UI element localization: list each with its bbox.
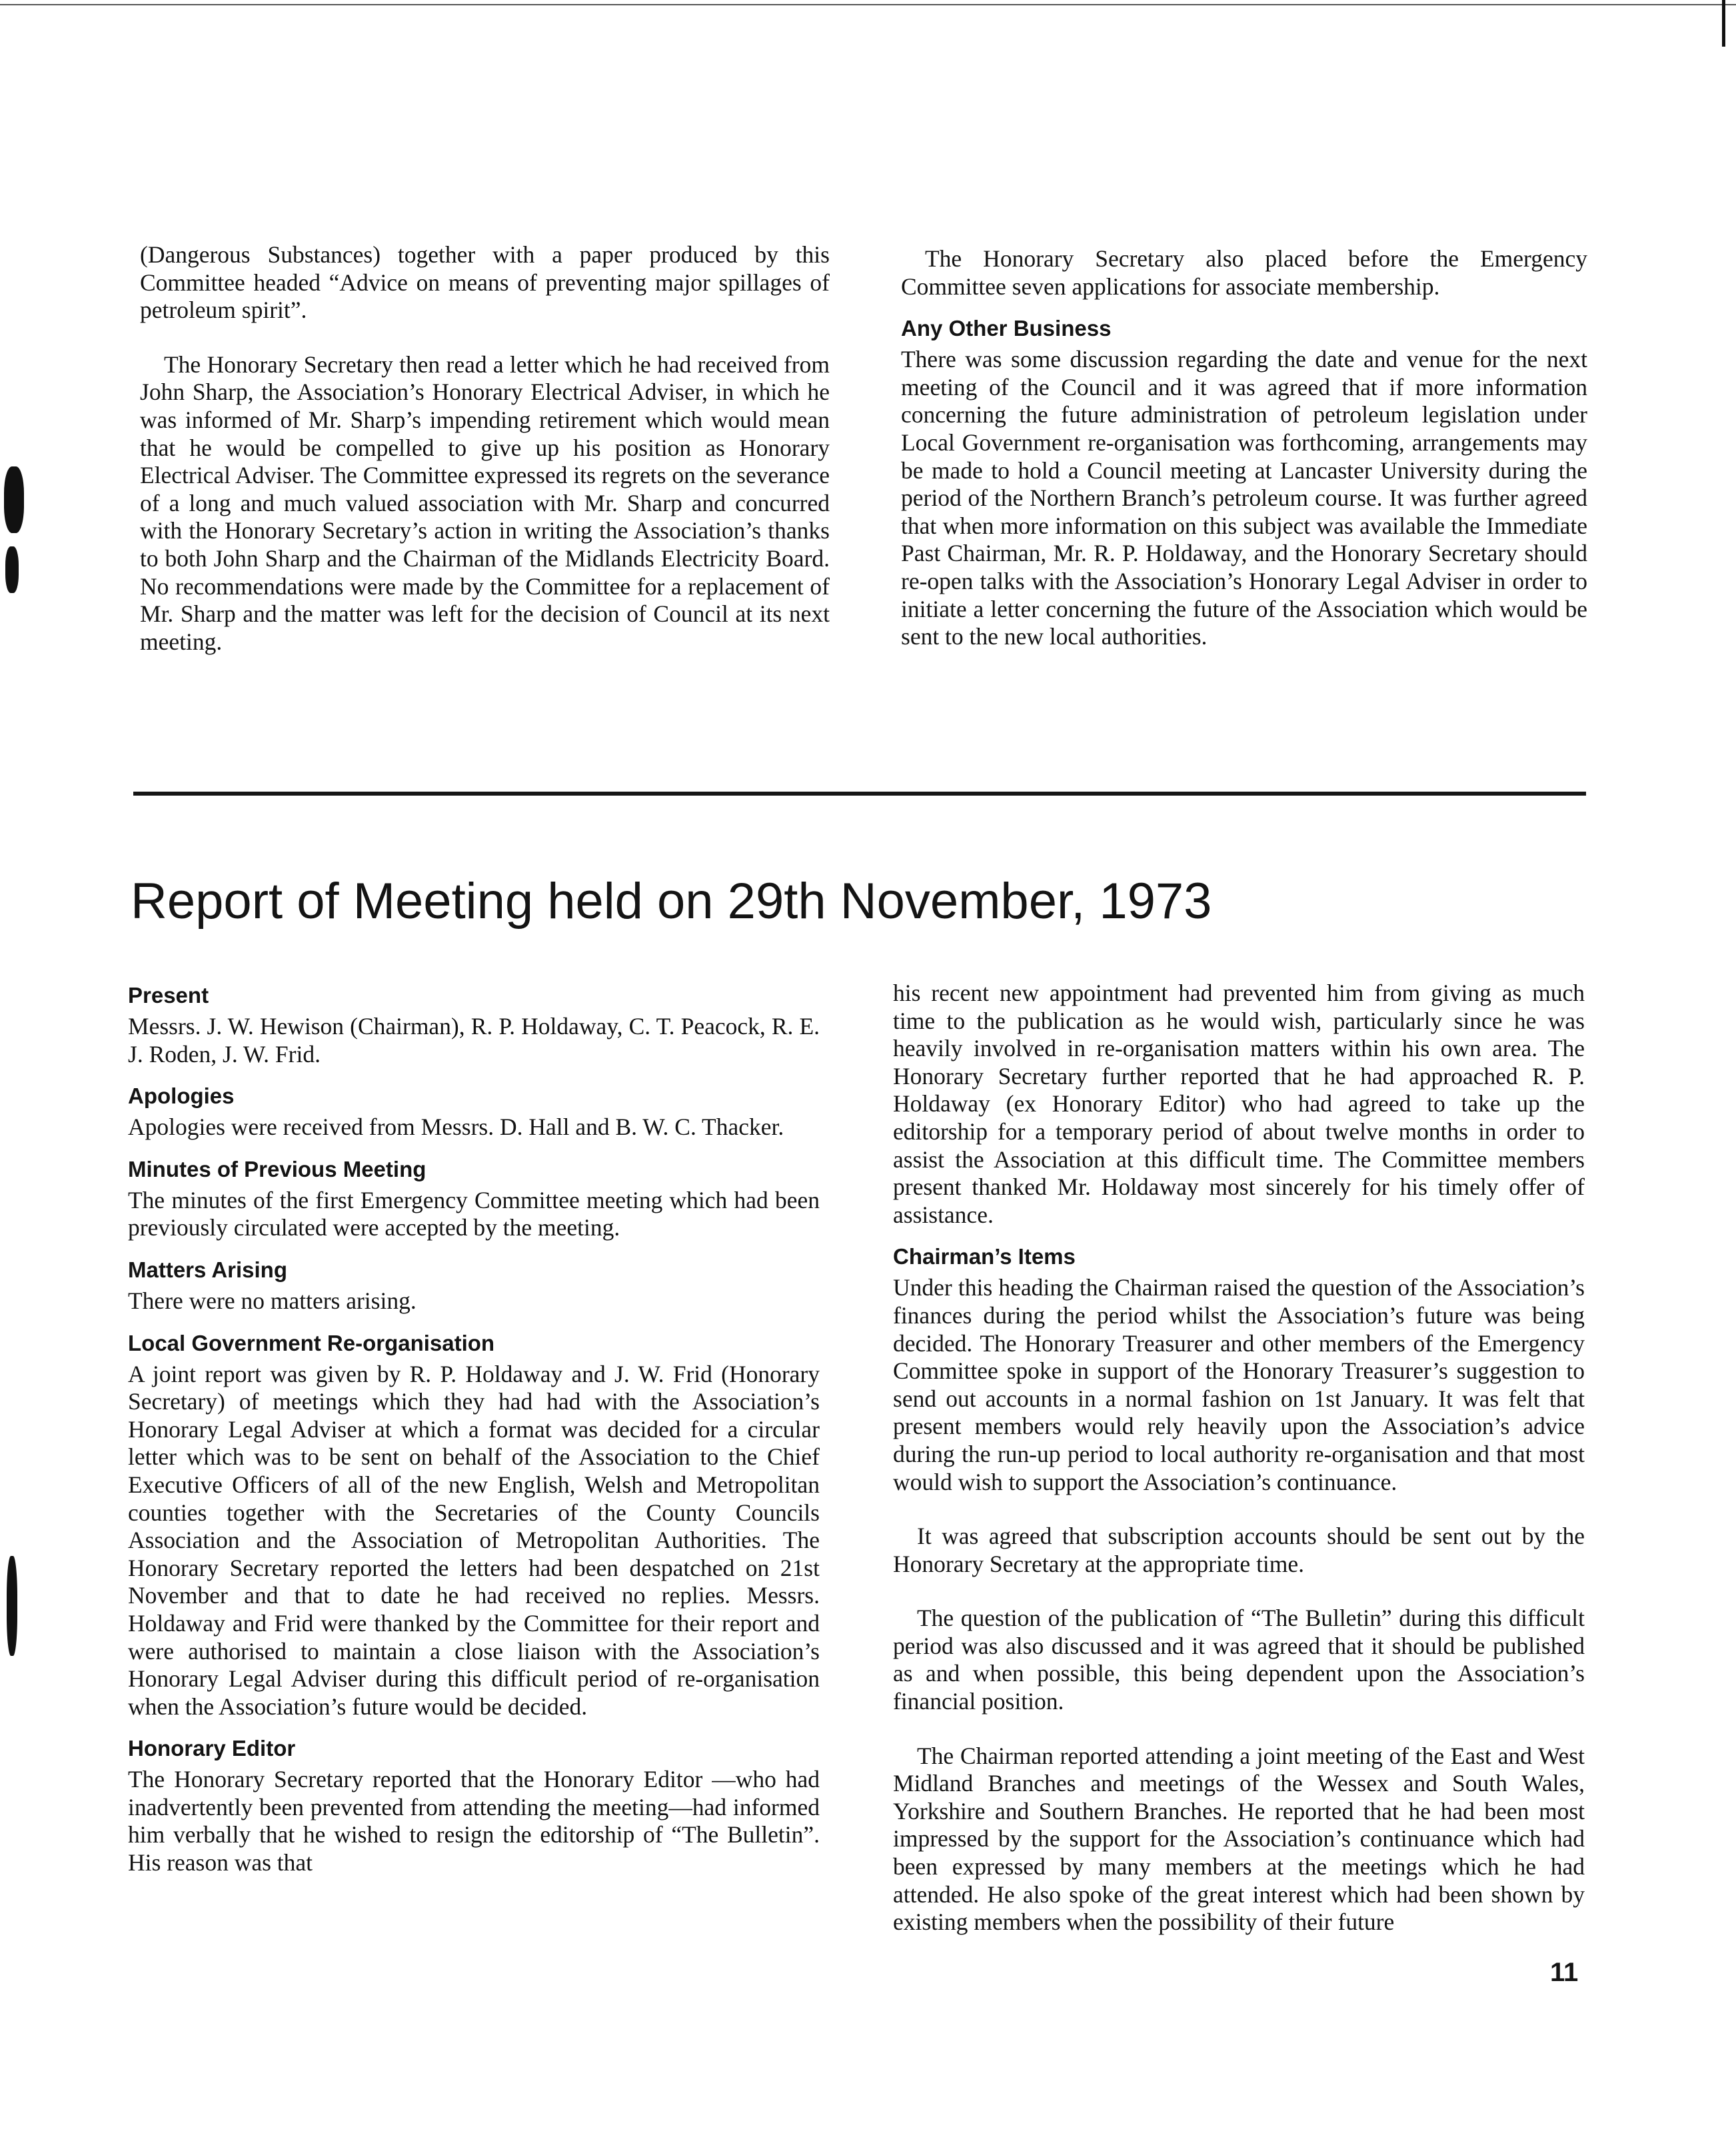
report-left-column: [128, 972, 820, 1877]
report-right-column: [893, 980, 1585, 1936]
apologies-text: Apologies were received from Messrs. D. Hall and B. W. C. Thacker.: [128, 1113, 784, 1141]
apologies-heading: Apologies: [128, 1083, 235, 1109]
any-other-business-heading: Any Other Business: [901, 316, 1112, 341]
bulletin-paragraph: The question of the publication of “The Bulletin” during this difficult period was also discussed and it was agreed that it should be published as and when possible, this being dependent upon the Association’s financial position.: [893, 1605, 1585, 1715]
minutes-text: The minutes of the first Emergency Committee meeting which had been previously circulated were accepted by the meeting.: [128, 1186, 820, 1241]
scan-top-edge-line: [0, 4, 1736, 5]
chairmans-items-text: Under this heading the Chairman raised the question of the Association’s finances during the period whilst the Association’s future was being decided. The Honorary Treasurer and other members of the Emergency Committee spoke in support of the Honorary Treasurer’s suggestion to send out accounts in a normal fashion on 1st January. It was felt that present members would rely heavily upon the Association’s advice during the run-up period to local authority re-organisation and that most would wish to support the Association’s continuance.: [893, 1274, 1585, 1495]
present-text: Messrs. J. W. Hewison (Chairman), R. P. Holdaway, C. T. Peacock, R. E. J. Roden, J. W. Frid.: [128, 1013, 820, 1068]
present-heading: Present: [128, 983, 209, 1008]
top-right-column: [901, 245, 1587, 651]
local-government-heading: Local Government Re-organisation: [128, 1330, 495, 1355]
scan-mark-left-lower: [7, 1556, 17, 1656]
honorary-editor-text: The Honorary Secretary reported that the Honorary Editor —who had inadvertently been prevented from attending the meeting—had informed him verbally that he wished to resign the editorship of “The Bulletin”. His reason was that: [128, 1766, 820, 1876]
branch-meetings-paragraph: The Chairman reported attending a joint meeting of the East and West Midland Branches and meetings of the Wessex and South Wales, Yorkshire and Southern Branches. He reported that he had been most impressed by the support for the Association’s continuance which had been expressed by many members at the meetings which he had attended. He also spoke of the great interest which had been shown by existing members when the possibility of their future: [893, 1742, 1585, 1936]
section-divider-rule: [133, 792, 1586, 796]
top-left-column: [140, 241, 830, 656]
top-right-intro: The Honorary Secretary also placed before the Emergency Committee seven applications for associate membership.: [901, 245, 1587, 300]
subscription-paragraph: It was agreed that subscription accounts should be sent out by the Honorary Secretary at the appropriate time.: [893, 1523, 1585, 1577]
scan-mark-left-upper-2: [5, 546, 19, 593]
report-title: Report of Meeting held on 29th November, 1973: [131, 873, 1212, 930]
matters-arising-heading: Matters Arising: [128, 1257, 287, 1282]
scan-mark-left-upper: [4, 466, 24, 533]
top-left-paragraph-2: The Honorary Secretary then read a letter which he had received from John Sharp, the Association’s Honorary Electrical Adviser, in which he was informed of Mr. Sharp’s impending retirement which would mean that he would be compelled to give up his position as Honorary Electrical Adviser. The Committee expressed its regrets on the severance of a long and much valued association with Mr. Sharp and concurred with the Honorary Secretary’s action in writing the Association’s thanks to both John Sharp and the Chairman of the Midlands Electricity Board. No recommendations were made by the Committee for a replacement of Mr. Sharp and the matter was left for the decision of Council at its next meeting.: [140, 351, 830, 655]
local-government-text: A joint report was given by R. P. Holdaway and J. W. Frid (Honorary Secretary) of meetings which they had had with the Association’s Honorary Legal Adviser at which a format was decided for a circular letter which was to be sent on behalf of the Association to the Chief Executive Officers of all of the new English, Welsh and Metropolitan counties together with the Secretaries of the County Councils Association and the Association of Metropolitan Authorities. The Honorary Secretary reported the letters had been despatched on 21st November and that to date he had received no replies. Messrs. Holdaway and Frid were thanked by the Committee for their report and were authorised to maintain a close liaison with the Association’s Honorary Legal Adviser during this difficult period of re-organisation when the Association’s future would be decided.: [128, 1360, 820, 1720]
honorary-editor-heading: Honorary Editor: [128, 1736, 296, 1761]
minutes-heading: Minutes of Previous Meeting: [128, 1156, 427, 1181]
chairmans-items-heading: Chairman’s Items: [893, 1244, 1076, 1269]
any-other-business-text: There was some discussion regarding the date and venue for the next meeting of the Council and it was agreed that if more information concerning the future administration of petroleum legislation under Local Government re-organisation was forthcoming, arrangements may be made to hold a Council meeting at Lancaster University during the period of the Northern Branch’s petroleum course. It was further agreed that when more information on this subject was available the Immediate Past Chairman, Mr. R. P. Holdaway, and the Honorary Secretary should re-open talks with the Association’s Honorary Legal Adviser in order to initiate a letter concerning the future of the Association which would be sent to the new local authorities.: [901, 346, 1587, 650]
matters-arising-text: There were no matters arising.: [128, 1287, 417, 1314]
honorary-editor-continued: his recent new appointment had prevented him from giving as much time to the publication as he would wish, particularly since he was heavily involved in re-organisation matters within his own area. The Honorary Secretary further reported that he had approached R. P. Holdaway (ex Honorary Editor) who had agreed to take up the editorship for a temporary period of about twelve months in order to assist the Association at this difficult time. The Committee members present thanked Mr. Holdaway most sincerely for his timely offer of assistance.: [893, 980, 1585, 1228]
page-number: 11: [1550, 1958, 1579, 1987]
top-left-paragraph-1: (Dangerous Substances) together with a paper produced by this Committee headed “Advice on means of preventing major spillages of petroleum spirit”.: [140, 241, 830, 324]
scan-mark-right-edge: [1722, 0, 1725, 47]
